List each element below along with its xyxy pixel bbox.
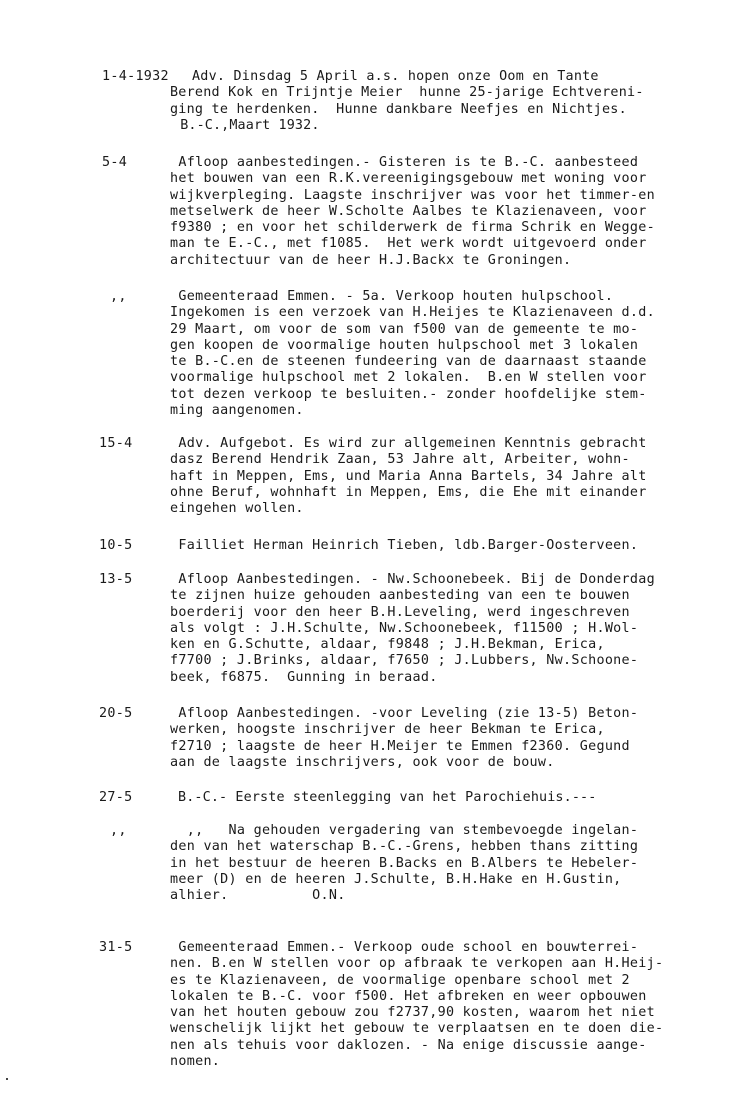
entry-text bbox=[170, 289, 742, 419]
entry-line: es te Klazienaveen, de voormalige openbare school met 2 bbox=[170, 972, 630, 988]
entry-line: 29 Maart, om voor de som van f500 van de gemeente te mo- bbox=[170, 321, 639, 337]
entry-date: 5-4 bbox=[102, 155, 128, 170]
entry-line: man te E.-C., met f1085. Het werk wordt uitgevoerd onder bbox=[170, 236, 647, 252]
entry-line: Afloop Aanbestedingen. -voor Leveling (zie 13-5) Beton- bbox=[170, 706, 639, 721]
entry-line: Afloop aanbestedingen.- Gisteren is te B.-C. aanbesteed bbox=[170, 155, 639, 170]
entry-line: te B.-C.en de steenen fundeering van de daarnaast staande bbox=[170, 354, 647, 370]
entry-line: ken en G.Schutte, aldaar, f9848 ; J.H.Bekman, Erica, bbox=[170, 637, 605, 653]
entry-date: 1-4-1932 bbox=[102, 69, 169, 84]
entry-line: nomen. bbox=[170, 1054, 221, 1070]
entry-line: metselwerk de heer W.Scholte Aalbes te Klazienaveen, voor bbox=[170, 203, 647, 219]
entry-text bbox=[170, 155, 742, 269]
entry-line: boerderij voor den heer B.H.Leveling, werd ingeschreven bbox=[170, 604, 630, 620]
entry-line: het bouwen van een R.K.vereenigingsgebouw met woning voor bbox=[170, 171, 647, 187]
entry-date: ,, bbox=[110, 823, 127, 838]
entry-line: f9380 ; en voor het schilderwerk de firma Schrik en Wegge- bbox=[170, 220, 655, 236]
scan-speck bbox=[6, 1078, 8, 1080]
entry-line: als volgt : J.H.Schulte, Nw.Schoonebeek, f11500 ; H.Wol- bbox=[170, 620, 639, 636]
entry-line: Adv. Aufgebot. Es wird zur allgemeinen Kenntnis gebracht bbox=[170, 436, 647, 451]
entry-line: wijkverpleging. Laagste inschrijver was voor het timmer-en bbox=[170, 187, 655, 203]
entry-line: B.-C.- Eerste steenlegging van het Parochiehuis.--- bbox=[178, 790, 597, 805]
entry-line: Afloop Aanbestedingen. - Nw.Schoonebeek. Bij de Donderdag bbox=[170, 572, 655, 587]
entry-line: ming aangenomen. bbox=[170, 403, 304, 419]
entry-line: ,, Na gehouden vergadering van stembevoegde ingelan- bbox=[170, 823, 639, 838]
entry-line: den van het waterschap B.-C.-Grens, hebben thans zitting bbox=[170, 839, 639, 855]
entry-line: lokalen te B.-C. voor f500. Het afbreken en weer opbouwen bbox=[170, 988, 647, 1004]
entry-line: beek, f6875. Gunning in beraad. bbox=[170, 669, 438, 685]
entry-date: 15-4 bbox=[99, 436, 133, 451]
entry-text bbox=[0, 69, 745, 134]
entry-line: meer (D) en de heeren J.Schulte, B.H.Hake en H.Gustin, bbox=[170, 871, 622, 887]
entry-text bbox=[170, 706, 742, 771]
entry-line: in het bestuur de heeren B.Backs en B.Albers te Hebeler- bbox=[170, 855, 639, 871]
entry-text bbox=[170, 436, 742, 517]
entry-line: alhier. O.N. bbox=[170, 888, 346, 904]
entry-line: Gemeenteraad Emmen.- Verkoop oude school en bouwterrei- bbox=[170, 940, 639, 955]
entry-line: Ingekomen is een verzoek van H.Heijes te Klazienaveen d.d. bbox=[170, 305, 655, 321]
entry-date: 10-5 bbox=[99, 538, 133, 553]
entry-line: ohne Beruf, wohnhaft in Meppen, Ems, die Ehe mit einander bbox=[170, 484, 647, 500]
entry-line: voormalige hulpschool met 2 lokalen. B.en W stellen voor bbox=[170, 370, 647, 386]
entry-line: ging te herdenken. Hunne dankbare Neefjes en Nichtjes. bbox=[170, 101, 627, 117]
entry-date: ,, bbox=[110, 289, 127, 304]
entry-text bbox=[170, 940, 742, 1070]
entry-line: f7700 ; J.Brinks, aldaar, f7650 ; J.Lubbers, Nw.Schoone- bbox=[170, 653, 639, 669]
entry-date: 27-5 bbox=[99, 790, 133, 805]
entry-line: aan de laagste inschrijvers, ook voor de bouw. bbox=[170, 754, 555, 770]
entry-line: te zijnen huize gehouden aanbesteding van een te bouwen bbox=[170, 588, 630, 604]
entry-line: f2710 ; laagste de heer H.Meijer te Emmen f2360. Gegund bbox=[170, 738, 630, 754]
entry-line: wenschelijk lijkt het gebouw te verplaatsen en te doen die- bbox=[170, 1021, 664, 1037]
entry-date: 13-5 bbox=[99, 572, 133, 587]
entry-line: eingehen wollen. bbox=[170, 501, 304, 517]
entry-date: 20-5 bbox=[99, 706, 133, 721]
entry-line: gen koopen de voormalige houten hulpschool met 3 lokalen bbox=[170, 337, 639, 353]
entry-line: architectuur van de heer H.J.Backx te Groningen. bbox=[170, 252, 572, 268]
entry-line: Adv. Dinsdag 5 April a.s. hopen onze Oom en Tante bbox=[192, 69, 599, 84]
entry-text bbox=[170, 572, 742, 686]
entry-text bbox=[170, 823, 742, 904]
entry-line: B.-C.,Maart 1932. bbox=[172, 117, 320, 133]
entry-line: haft in Meppen, Ems, und Maria Anna Bartels, 34 Jahre alt bbox=[170, 468, 647, 484]
entry-line: nen. B.en W stellen voor op afbraak te verkopen aan H.Heij- bbox=[170, 956, 664, 972]
entry-line: dasz Berend Hendrik Zaan, 53 Jahre alt, Arbeiter, wohn- bbox=[170, 452, 630, 468]
entry-line: werken, hoogste inschrijver de heer Bekman te Erica, bbox=[170, 722, 605, 738]
entry-line: nen als tehuis voor daklozen. - Na enige discussie aange- bbox=[170, 1037, 647, 1053]
entry-text bbox=[170, 538, 742, 554]
entry-line: Failliet Herman Heinrich Tieben, ldb.Barger-Oosterveen. bbox=[170, 538, 639, 553]
entry-text bbox=[178, 790, 745, 806]
entry-line: tot dezen verkoop te besluiten.- zonder hoofdelijke stem- bbox=[170, 386, 647, 402]
entry-line: van het houten gebouw zou f2737,90 kosten, waarom het niet bbox=[170, 1005, 655, 1021]
entry-date: 31-5 bbox=[99, 940, 133, 955]
entry-line: Berend Kok en Trijntje Meier hunne 25-jarige Echtvereni- bbox=[170, 85, 644, 101]
entry-line: Gemeenteraad Emmen. - 5a. Verkoop houten hulpschool. bbox=[170, 289, 614, 304]
